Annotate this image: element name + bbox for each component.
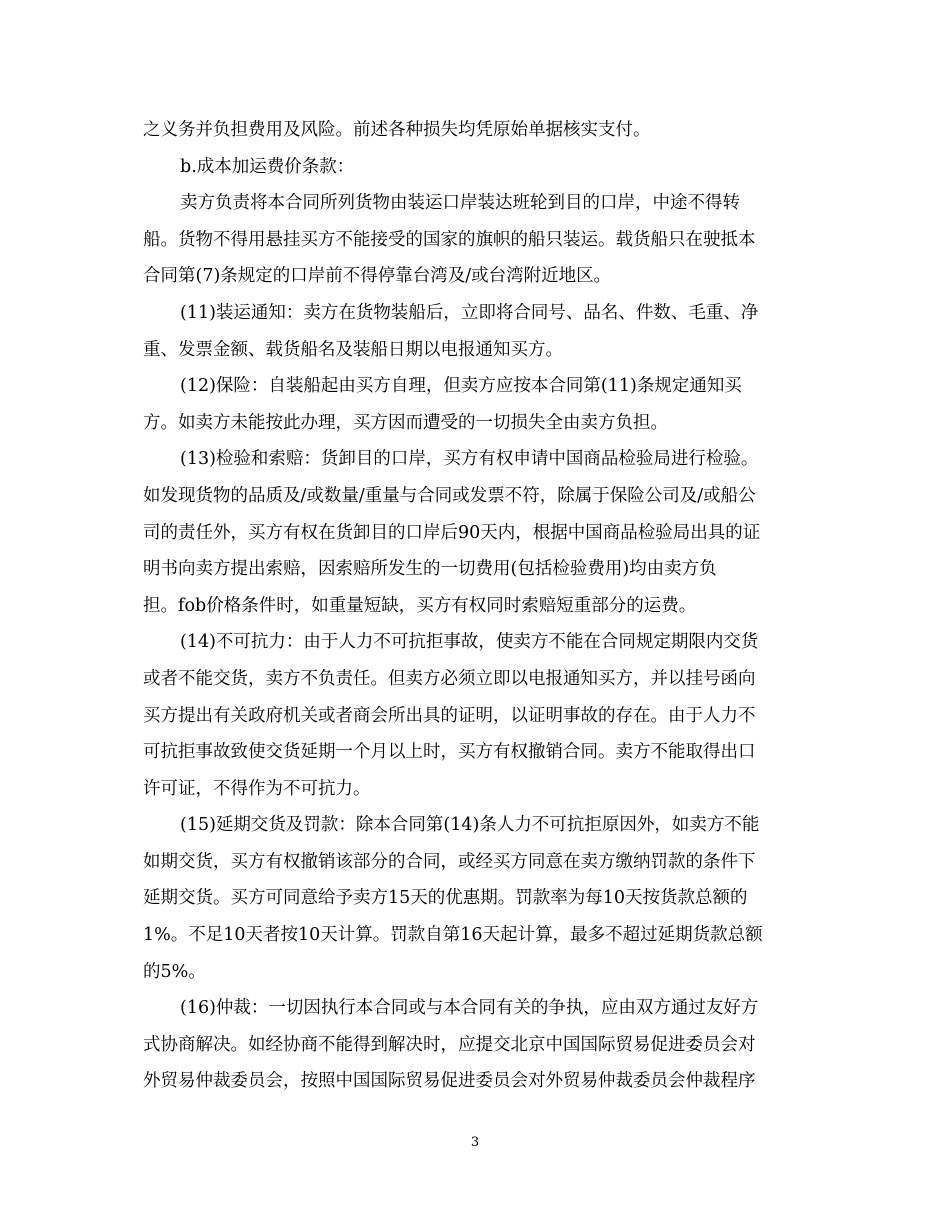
text-line: 担。fob价格条件时，如重量短缺，买方有权同时索赔短重部分的运费。 bbox=[143, 595, 697, 616]
text-line: b.成本加运费价条款： bbox=[180, 156, 355, 177]
text-line: 司的责任外，买方有权在货卸目的口岸后90天内，根据中国商品检验局出具的证 bbox=[143, 522, 761, 543]
text-line: 如期交货，买方有权撤销该部分的合同，或经买方同意在卖方缴纳罚款的条件下 bbox=[143, 851, 756, 872]
text-line: (14)不可抗力：由于人力不可抗拒事故，使卖方不能在合同规定期限内交货 bbox=[180, 632, 759, 653]
text-line: 方。如卖方未能按此办理，买方因而遭受的一切损失全由卖方负担。 bbox=[143, 412, 668, 433]
page-number: 3 bbox=[470, 1135, 480, 1150]
text-line: 之义务并负担费用及风险。前述各种损失均凭原始单据核实支付。 bbox=[143, 120, 651, 140]
text-line: 重、发票金额、载货船名及装船日期以电报通知买方。 bbox=[143, 339, 563, 360]
text-line: (16)仲裁：一切因执行本合同或与本合同有关的争执，应由双方通过友好方 bbox=[180, 998, 759, 1019]
text-line: 买方提出有关政府机关或者商会所出具的证明，以证明事故的存在。由于人力不 bbox=[143, 705, 756, 726]
text-line: 外贸易仲裁委员会，按照中国国际贸易促进委员会对外贸易仲裁委员会仲裁程序 bbox=[143, 1071, 756, 1092]
text-line: (13)检验和索赔：货卸目的口岸，买方有权申请中国商品检验局进行检验。 bbox=[180, 449, 759, 470]
text-line: 卖方负责将本合同所列货物由装运口岸装达班轮到目的口岸，中途不得转 bbox=[180, 193, 740, 214]
text-line: (15)延期交货及罚款：除本合同第(14)条人力不可抗拒原因外，如卖方不能 bbox=[180, 815, 760, 836]
text-line: (12)保险：自装船起由买方自理，但卖方应按本合同第(11)条规定通知买 bbox=[180, 376, 742, 397]
text-line: 船。货物不得用悬挂买方不能接受的国家的旗帜的船只装运。载货船只在驶抵本 bbox=[143, 229, 756, 250]
text-line: 或者不能交货，卖方不负责任。但卖方必须立即以电报通知买方，并以挂号函向 bbox=[143, 668, 756, 689]
text-line: (11)装运通知：卖方在货物装船后，立即将合同号、品名、件数、毛重、净 bbox=[180, 302, 759, 323]
text-line: 1%。不足10天者按10天计算。罚款自第16天起计算，最多不超过延期货款总额 bbox=[143, 925, 763, 946]
text-line: 明书向卖方提出索赔，因索赔所发生的一切费用(包括检验费用)均由卖方负 bbox=[143, 559, 717, 580]
text-line: 可抗拒事故致使交货延期一个月以上时，买方有权撤销合同。卖方不能取得出口 bbox=[143, 742, 756, 763]
text-line: 合同第(7)条规定的口岸前不得停靠台湾及/或台湾附近地区。 bbox=[143, 266, 612, 287]
text-line: 式协商解决。如经协商不能得到解决时，应提交北京中国国际贸易促进委员会对 bbox=[143, 1034, 756, 1055]
text-line: 延期交货。买方可同意给予卖方15天的优惠期。罚款率为每10天按货款总额的 bbox=[143, 888, 748, 909]
text-line: 如发现货物的品质及/或数量/重量与合同或发票不符，除属于保险公司及/或船公 bbox=[143, 485, 756, 506]
text-line: 的5%。 bbox=[143, 961, 206, 982]
body-text bbox=[143, 112, 807, 1100]
text-line: 许可证，不得作为不可抗力。 bbox=[143, 778, 371, 799]
